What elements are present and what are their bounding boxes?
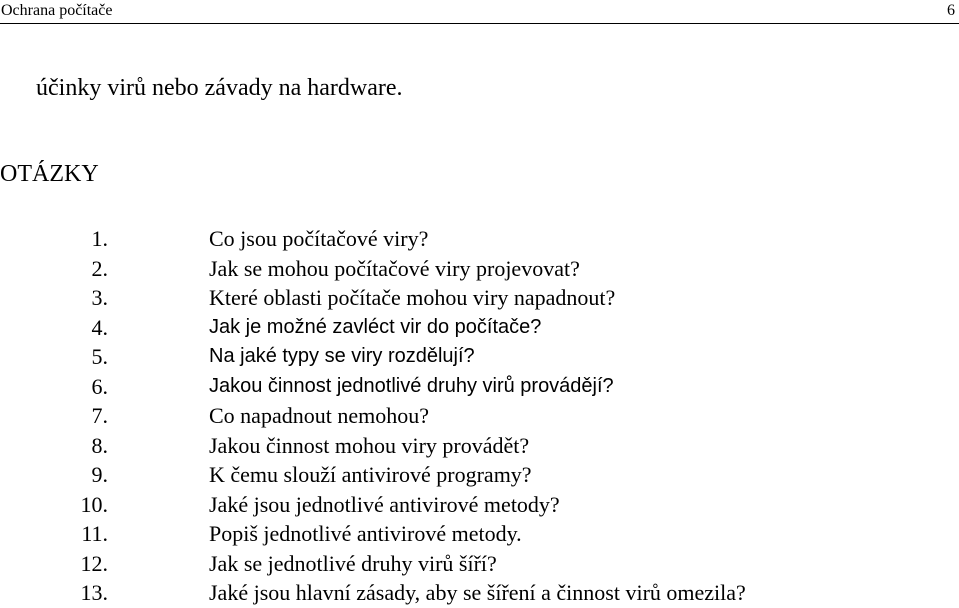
- question-text: K čemu slouží antivirové programy?: [209, 462, 532, 487]
- question-number: 6.: [91, 373, 108, 399]
- question-number: 5.: [91, 344, 108, 369]
- question-number: 11.: [81, 521, 108, 546]
- question-number: 8.: [91, 432, 108, 458]
- question-number: 13.: [80, 580, 108, 605]
- section-heading: OTÁZKY: [0, 161, 99, 187]
- question-text: Co jsou počítačové viry?: [209, 226, 429, 251]
- question-number: 7.: [91, 403, 108, 428]
- question-text: Jaké jsou hlavní zásady, aby se šíření a činnost virů omezila?: [209, 580, 746, 605]
- header-divider: [0, 23, 959, 24]
- question-number: 1.: [91, 226, 108, 251]
- question-text: Jakou činnost jednotlivé druhy virů provádějí?: [209, 374, 614, 397]
- question-text: Na jaké typy se viry rozdělují?: [209, 345, 475, 367]
- intro-text: účinky virů nebo závady na hardware.: [36, 75, 403, 101]
- question-text: Jak je možné zavléct vir do počítače?: [209, 315, 542, 338]
- question-number: 3.: [91, 285, 108, 310]
- question-text: Jakou činnost mohou viry provádět?: [209, 432, 530, 458]
- question-number: 4.: [91, 314, 108, 340]
- question-text: Co napadnout nemohou?: [209, 403, 429, 428]
- page-header: [0, 0, 959, 22]
- question-text: Které oblasti počítače mohou viry napadnout?: [209, 285, 616, 310]
- question-text: Jak se mohou počítačové viry projevovat?: [209, 255, 580, 281]
- page-number: 6: [947, 2, 955, 19]
- header-title: Ochrana počítače: [1, 2, 113, 19]
- question-number: 12.: [80, 550, 108, 576]
- question-number: 2.: [91, 255, 108, 281]
- question-number: 9.: [91, 462, 108, 487]
- question-number: 10.: [80, 491, 108, 517]
- question-text: Jak se jednotlivé druhy virů šíří?: [209, 550, 497, 576]
- question-text: Popiš jednotlivé antivirové metody.: [209, 521, 522, 546]
- question-text: Jaké jsou jednotlivé antivirové metody?: [209, 491, 560, 517]
